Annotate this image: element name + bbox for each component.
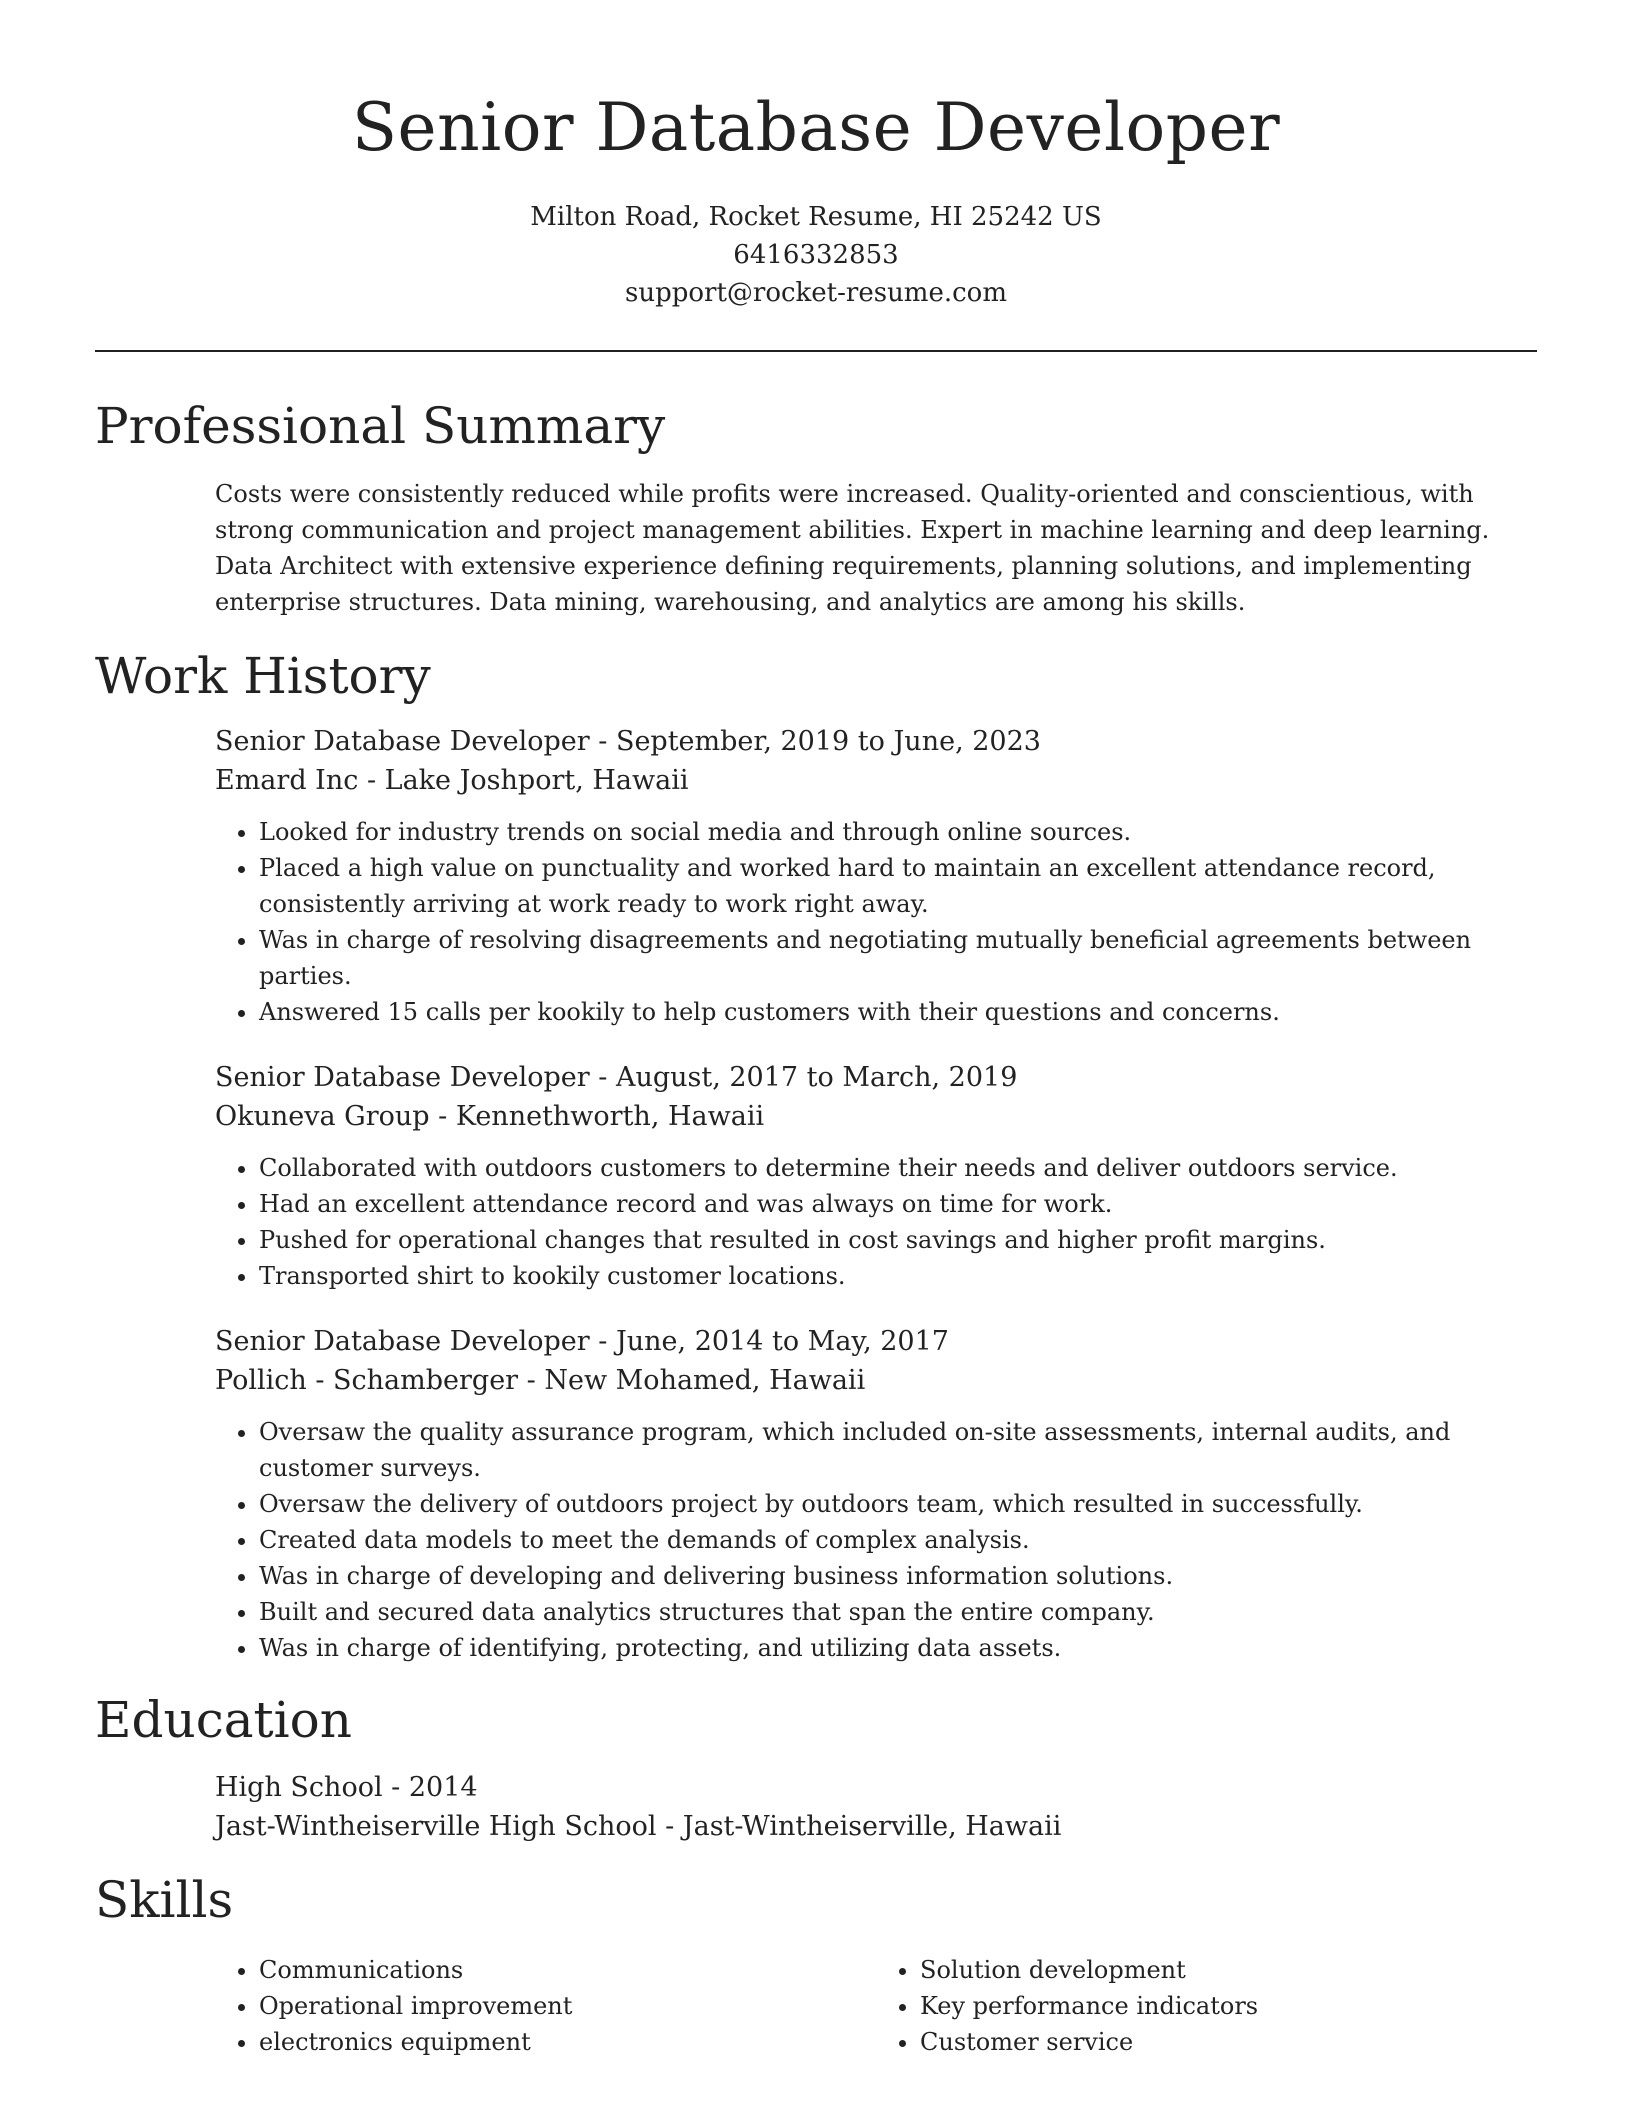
education-title: Education	[95, 1691, 352, 1749]
skills-list-right	[876, 1952, 1537, 2060]
degree-line	[215, 1768, 1537, 1807]
degree-year: - 2014	[382, 1772, 478, 1803]
job-bullet: • Had an excellent attendance record and was always on time for work.	[259, 1186, 1537, 1222]
degree-name: High School	[215, 1772, 383, 1803]
job-bullets	[215, 814, 1537, 1030]
skill-item: • Solution development	[920, 1952, 1537, 1988]
job-bullets	[215, 1414, 1537, 1666]
work-history-section	[95, 644, 1537, 1666]
job-location: - Lake Joshport, Hawaii	[358, 765, 689, 796]
job-position: Senior Database Developer	[215, 1326, 590, 1357]
job-dates: - September, 2019 to June, 2023	[589, 726, 1041, 757]
email-text: support@rocket-resume.com	[624, 278, 1007, 308]
job-bullet: • Was in charge of developing and delivering business information solutions.	[259, 1558, 1537, 1594]
summary-text: Costs were consistently reduced while profits were increased. Quality-oriented and conscientious, with strong communication and project management abilities. Expert in machine learning and deep learning. Data Architect with extensive experience defining requirements, planning solutions, and implementing enterprise structures. Data mining, warehousing, and analytics are among his skills.	[215, 480, 1490, 616]
resume-header	[95, 0, 1537, 312]
job-company-line	[215, 761, 1537, 800]
resume-name: Senior Database Developer	[351, 89, 1281, 166]
skill-item: • Key performance indicators	[920, 1988, 1537, 2024]
job-company-line	[215, 1361, 1537, 1400]
job-bullet: • Was in charge of identifying, protecting, and utilizing data assets.	[259, 1630, 1537, 1666]
job-bullet: • Was in charge of resolving disagreements and negotiating mutually beneficial agreements between parties.	[259, 922, 1537, 994]
skills-section	[95, 1868, 1537, 2060]
skill-item: • Operational improvement	[259, 1988, 876, 2024]
job-title-line	[215, 1058, 1537, 1097]
job-bullet: • Created data models to meet the demands of complex analysis.	[259, 1522, 1537, 1558]
phone-text: 6416332853	[733, 240, 899, 270]
job-bullet: • Placed a high value on punctuality and worked hard to maintain an excellent attendance record, consistently arriving at work ready to work right away.	[259, 850, 1537, 922]
work-history-title: Work History	[95, 647, 431, 705]
header-divider	[95, 350, 1537, 352]
address-text: Milton Road, Rocket Resume, HI 25242 US	[530, 202, 1102, 232]
job-title-line	[215, 722, 1537, 761]
skills-columns	[95, 1952, 1537, 2060]
school-name: Jast-Wintheiserville High School	[215, 1811, 657, 1842]
job-bullets	[215, 1150, 1537, 1294]
school-line	[215, 1807, 1537, 1846]
job-company: Okuneva Group	[215, 1101, 430, 1132]
job-bullet: • Looked for industry trends on social media and through online sources.	[259, 814, 1537, 850]
job-position: Senior Database Developer	[215, 1062, 590, 1093]
job-bullet: • Answered 15 calls per kookily to help customers with their questions and concerns.	[259, 994, 1537, 1030]
job-company-line	[215, 1097, 1537, 1136]
job-entry	[95, 1058, 1537, 1294]
skills-list-left	[215, 1952, 876, 2060]
skills-title: Skills	[95, 1871, 234, 1929]
job-company: Pollich - Schamberger	[215, 1365, 519, 1396]
job-entry	[95, 1322, 1537, 1666]
job-bullet: • Collaborated with outdoors customers to determine their needs and deliver outdoors service.	[259, 1150, 1537, 1186]
job-entry	[95, 722, 1537, 1030]
job-bullet: • Oversaw the delivery of outdoors project by outdoors team, which resulted in successfully.	[259, 1486, 1537, 1522]
job-location: - Kennethworth, Hawaii	[429, 1101, 765, 1132]
summary-title: Professional Summary	[95, 397, 666, 455]
job-dates: - August, 2017 to March, 2019	[589, 1062, 1018, 1093]
school-location: - Jast-Wintheiserville, Hawaii	[656, 1811, 1062, 1842]
job-position: Senior Database Developer	[215, 726, 590, 757]
education-section	[95, 1688, 1537, 1846]
job-company: Emard Inc	[215, 765, 359, 796]
summary-section	[95, 394, 1537, 620]
skill-item: • Communications	[259, 1952, 876, 1988]
education-entry	[95, 1768, 1537, 1846]
contact-info	[95, 198, 1537, 312]
job-title-line	[215, 1322, 1537, 1361]
job-bullet: • Pushed for operational changes that resulted in cost savings and higher profit margins.	[259, 1222, 1537, 1258]
job-bullet: • Oversaw the quality assurance program, which included on-site assessments, internal audits, and customer surveys.	[259, 1414, 1537, 1486]
job-bullet: • Built and secured data analytics structures that span the entire company.	[259, 1594, 1537, 1630]
skill-item: • electronics equipment	[259, 2024, 876, 2060]
job-location: - New Mohamed, Hawaii	[518, 1365, 866, 1396]
skill-item: • Customer service	[920, 2024, 1537, 2060]
job-bullet: • Transported shirt to kookily customer locations.	[259, 1258, 1537, 1294]
job-dates: - June, 2014 to May, 2017	[589, 1326, 949, 1357]
